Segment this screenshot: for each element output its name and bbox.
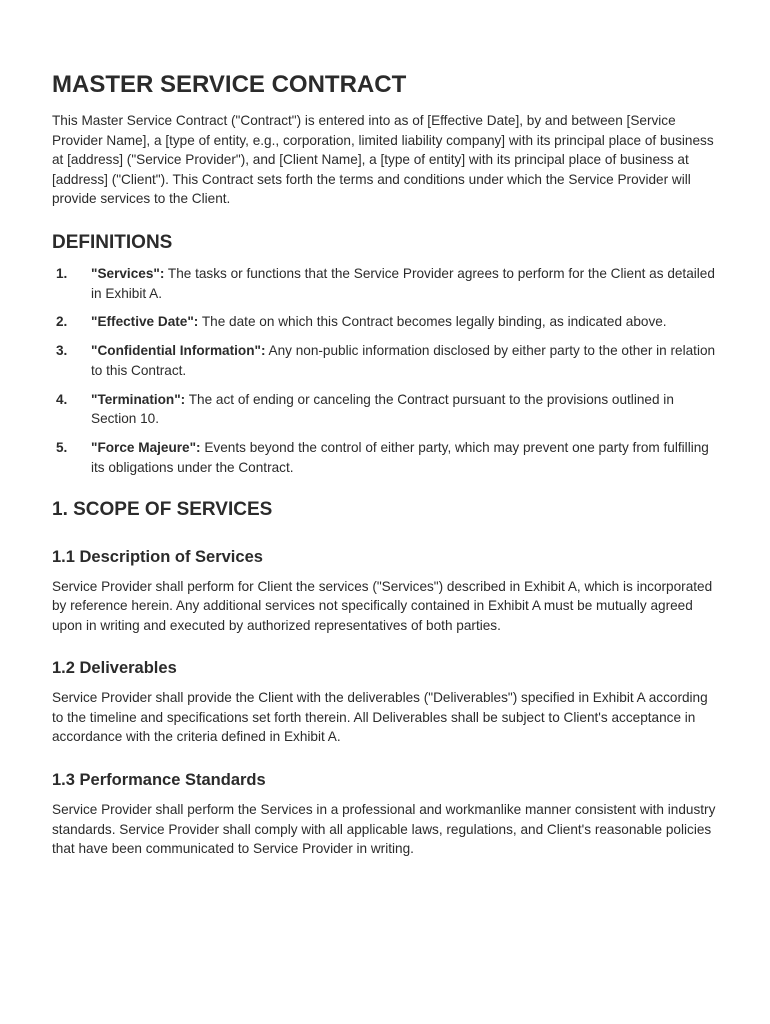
subsection-heading: 1.1 Description of Services bbox=[52, 547, 263, 566]
definition-term: "Termination": bbox=[91, 391, 186, 407]
definition-number: 3. bbox=[56, 343, 68, 359]
definition-text: Any non-public information disclosed by either party to the other in relation to this Contract. bbox=[91, 343, 716, 378]
definition-term: "Services": bbox=[91, 265, 165, 281]
definition-term: "Force Majeure": bbox=[91, 440, 201, 456]
definition-number: 5. bbox=[56, 440, 68, 456]
subsection-heading: 1.2 Deliverables bbox=[52, 659, 177, 678]
definition-term: "Effective Date": bbox=[91, 314, 199, 330]
subsection-paragraph: Service Provider shall provide the Client with the deliverables ("Deliverables") specified in Exhibit A according to the timeline and specifications set forth therein. All Deliverables shall be subject to Client's acceptance in accordance with the criteria defined in Exhibit A. bbox=[52, 690, 708, 745]
definition-item bbox=[52, 390, 720, 429]
subsection-paragraph: Service Provider shall perform the Services in a professional and workmanlike manner consistent with industry standards. Service Provider shall comply with all applicable laws, regulations, and Client's reasonable policies that have been communicated to Service Provider in writing. bbox=[52, 802, 716, 857]
definition-text: The tasks or functions that the Service Provider agrees to perform for the Client as detailed in Exhibit A. bbox=[91, 265, 715, 301]
subsection-paragraph: Service Provider shall perform for Client the services ("Services") described in Exhibit A, which is incorporated by reference herein. Any additional services not specifically contained in Exhibit A must be mutually agreed upon in writing and executed by authorized representatives of both parties. bbox=[52, 578, 713, 633]
definition-item bbox=[52, 264, 720, 303]
definition-number: 4. bbox=[56, 391, 68, 407]
definition-item bbox=[52, 341, 720, 380]
definition-number: 2. bbox=[56, 314, 68, 330]
definition-text: The date on which this Contract becomes legally binding, as indicated above. bbox=[198, 314, 667, 330]
intro-paragraph: This Master Service Contract ("Contract") is entered into as of [Effective Date], by and between [Service Provider Name], a [type of entity, e.g., corporation, limited liability company] with its principal place of business at [address] ("Service Provider"), and [Client Name], a [type of entity] with its principal place of business at [address] ("Client"). This Contract sets forth the terms and conditions under which the Service Provider will provide services to the Client. bbox=[52, 113, 714, 207]
definition-text: The act of ending or canceling the Contract pursuant to the provisions outlined in Section 10. bbox=[91, 391, 674, 427]
section-heading: 1. SCOPE OF SERVICES bbox=[52, 498, 273, 520]
definition-item bbox=[52, 312, 720, 332]
definitions-heading: DEFINITIONS bbox=[52, 231, 173, 253]
definition-number: 1. bbox=[56, 265, 68, 281]
definitions-list bbox=[52, 264, 720, 478]
definition-term: "Confidential Information": bbox=[91, 343, 266, 359]
document-title: MASTER SERVICE CONTRACT bbox=[52, 71, 407, 98]
definition-text: Events beyond the control of either party, which may prevent one party from fulfilling its obligations under the Contract. bbox=[91, 440, 709, 475]
subsection-heading: 1.3 Performance Standards bbox=[52, 771, 266, 790]
definition-item bbox=[52, 438, 720, 477]
